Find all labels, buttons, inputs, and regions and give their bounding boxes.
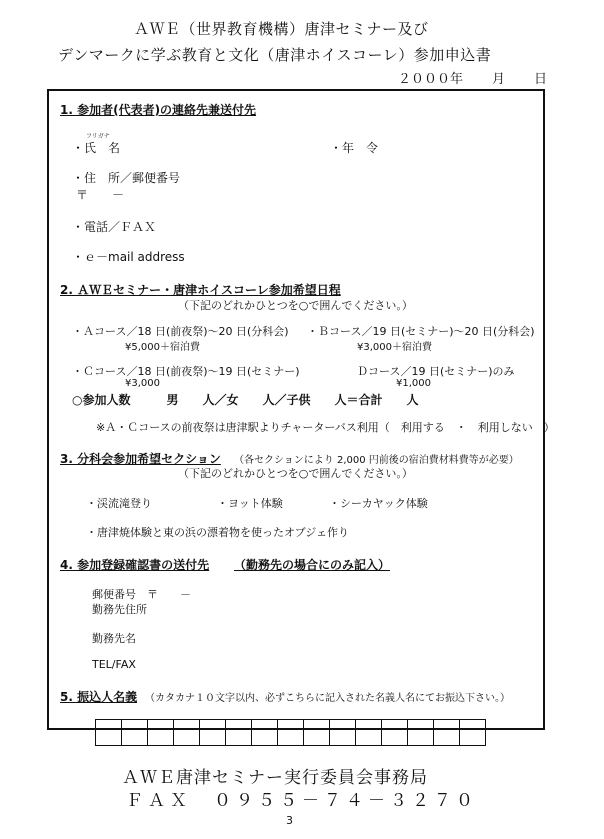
option-yacht: ・ヨット体験 [217, 497, 283, 510]
date-day: 日 [534, 72, 548, 87]
option-sea-kayak: ・シーカヤック体験 [329, 497, 428, 510]
section4-heading-note: （勤務先の場合にのみ記入） [234, 558, 391, 572]
furigana-label: フリガナ [86, 133, 110, 140]
name-cell[interactable] [277, 719, 304, 746]
option-karatsu-pottery: ・唐津焼体験と東の浜の漂着物を使ったオブジェ作り [86, 526, 350, 539]
course-c-price: ¥3,000 [125, 378, 160, 389]
option-stream-climbing: ・渓流滝登り [86, 497, 152, 510]
course-b: ・Ｂコース／19 日(セミナー)～20 日(分科会) [307, 325, 535, 338]
fax-number: ＦＡＸ ０９５５－７４－３２７０ [126, 791, 478, 811]
name-cell[interactable] [303, 719, 330, 746]
name-cell[interactable] [173, 719, 200, 746]
section1-heading: 1. 参加者(代表者)の連絡先兼送付先 [60, 103, 257, 117]
name-cell[interactable] [147, 719, 174, 746]
course-a-price: ¥5,000＋宿泊費 [125, 342, 200, 353]
course-d: Ｄコース／19 日(セミナー)のみ [357, 365, 515, 378]
name-cell[interactable] [199, 719, 226, 746]
section3-instruction: （下記のどれかひとつを○で囲んでください。） [178, 467, 413, 480]
organizer-office: ＡＷＥ唐津セミナー実行委員会事務局 [122, 768, 428, 788]
participant-count: ○参加人数 男 人／女 人／子供 人＝合計 人 [72, 393, 419, 407]
postal-mark: 〒 － [76, 188, 125, 202]
bus-note: ※Ａ・Ｃコースの前夜祭は唐津駅よりチャーターバス利用（ 利用する ・ 利用しない ） [96, 421, 555, 434]
name-cell[interactable] [121, 719, 148, 746]
section4-heading: 4. 参加登録確認書の送付先 [60, 558, 210, 572]
name-cell[interactable] [433, 719, 460, 746]
section5-instruction: （カタカナ１０文字以内、必ずこちらに記入された名義人名にてお振込下さい。） [145, 693, 510, 704]
course-b-price: ¥3,000＋宿泊費 [357, 342, 432, 353]
name-cell[interactable] [407, 719, 434, 746]
page-number: 3 [286, 814, 293, 827]
email-label: ・ｅ－mail address [72, 250, 185, 264]
phone-fax-label: ・電話／ＦＡＸ [72, 220, 157, 234]
address-label: ・住 所／郵便番号 [72, 171, 181, 185]
section5-heading: 5. 振込人名義 [60, 690, 138, 704]
name-cell[interactable] [251, 719, 278, 746]
tel-fax-label: TEL/FAX [92, 658, 136, 671]
age-label: ・年 令 [330, 141, 379, 155]
postal-code-label: 郵便番号 〒 － [92, 588, 191, 601]
name-cell[interactable] [459, 719, 486, 746]
date-year: ２０００年 [398, 72, 464, 87]
name-cell[interactable] [95, 719, 122, 746]
payer-name-cells[interactable] [96, 719, 486, 746]
form-title-line1: ＡＷＥ（世界教育機構）唐津セミナー及び [134, 20, 429, 38]
course-c: ・Ｃコース／18 日(前夜祭)～19 日(セミナー) [72, 365, 300, 378]
date-month: 月 [492, 72, 506, 87]
name-cell[interactable] [225, 719, 252, 746]
section2-heading: 2. ＡＷＥセミナー・唐津ホイスコーレ参加希望日程 [60, 283, 341, 297]
form-title-line2: デンマークに学ぶ教育と文化（唐津ホイスコーレ）参加申込書 [58, 46, 492, 64]
name-cell[interactable] [381, 719, 408, 746]
name-label: ・氏 名 [72, 141, 121, 155]
name-cell[interactable] [355, 719, 382, 746]
name-cell[interactable] [329, 719, 356, 746]
workplace-name-label: 勤務先名 [92, 632, 136, 645]
workplace-address-label: 勤務先住所 [92, 603, 147, 616]
section3-heading: 3. 分科会参加希望セクション [60, 452, 221, 466]
course-d-price: ¥1,000 [396, 378, 431, 389]
course-a: ・Ａコース／18 日(前夜祭)～20 日(分科会) [72, 325, 289, 338]
section3-heading-note: （各セクションにより 2,000 円前後の宿泊費材料費等が必要） [234, 455, 519, 466]
section2-instruction: （下記のどれかひとつを○で囲んでください。） [178, 299, 413, 312]
